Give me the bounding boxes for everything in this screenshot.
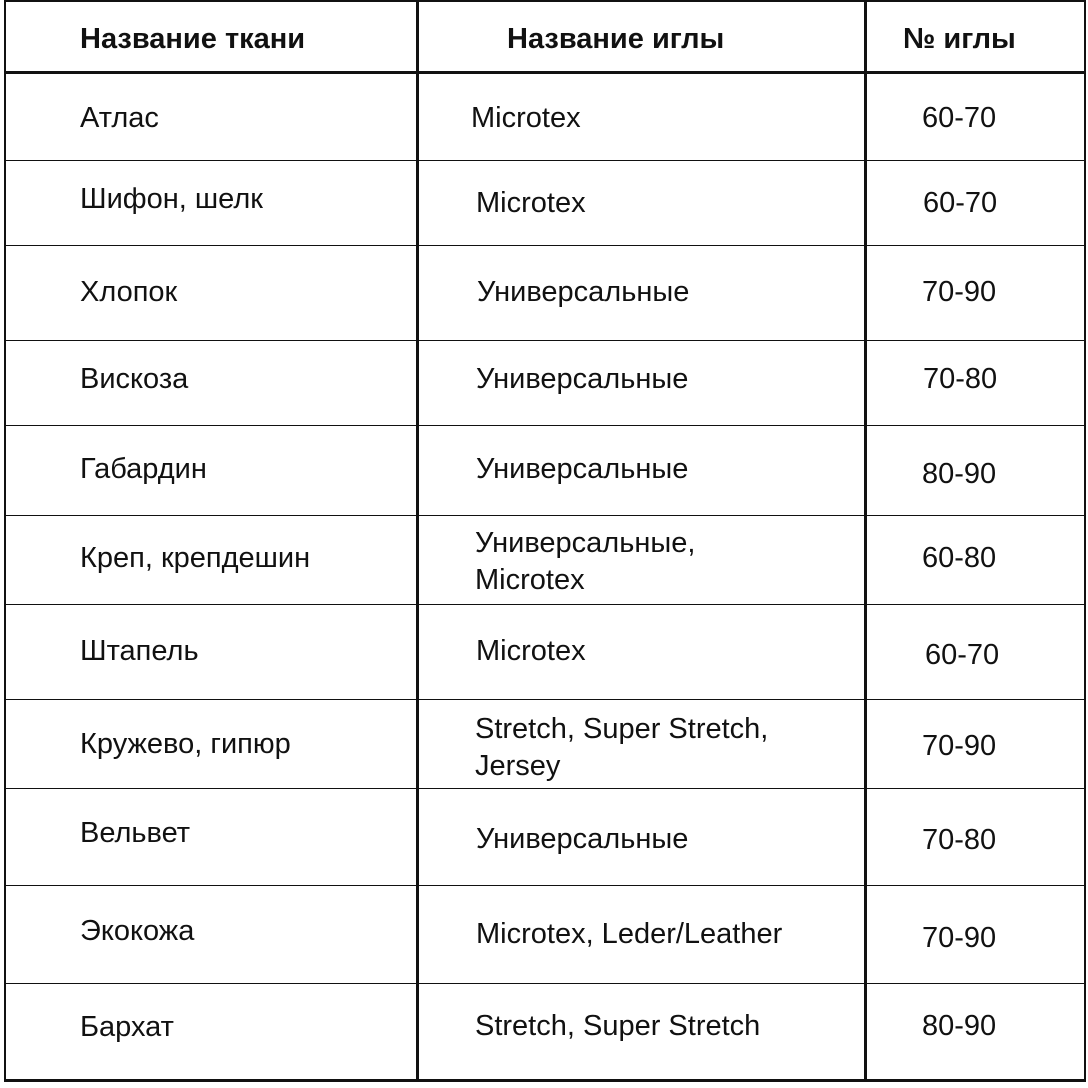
table-border-right	[1084, 0, 1086, 1082]
table-cell-needle: Stretch, Super Stretch,	[475, 713, 769, 745]
table-cell-fabric: Креп, крепдешин	[80, 542, 311, 574]
table-cell-fabric: Штапель	[80, 635, 199, 667]
table-border-bottom	[4, 1079, 1086, 1082]
table-cell-number: 60-70	[923, 187, 998, 219]
table-cell-needle: Универсальные	[476, 453, 689, 485]
row-divider-10	[4, 983, 1086, 984]
row-divider-4	[4, 425, 1086, 426]
row-divider-7	[4, 699, 1086, 700]
table-cell-needle: Универсальные	[477, 276, 690, 308]
header-needle-name: Название иглы	[507, 23, 725, 55]
table-cell-number: 70-80	[923, 363, 998, 395]
table-cell-fabric: Вискоза	[80, 363, 189, 395]
table-cell-fabric: Бархат	[80, 1011, 174, 1043]
table-cell-number: 80-90	[922, 1010, 997, 1042]
row-divider-5	[4, 515, 1086, 516]
table-cell-fabric: Вельвет	[80, 817, 191, 849]
table-header-divider	[4, 71, 1086, 74]
table-cell-number: 70-80	[922, 824, 997, 856]
table-cell-fabric: Экокожа	[80, 915, 195, 947]
table-cell-number: 60-80	[922, 542, 997, 574]
row-divider-8	[4, 788, 1086, 789]
table-border-top	[4, 0, 1086, 2]
table-border-left	[4, 0, 6, 1082]
table-cell-fabric: Габардин	[80, 453, 207, 485]
table-cell-needle-2: Microtex	[475, 564, 585, 596]
table-cell-needle: Stretch, Super Stretch	[475, 1010, 761, 1042]
table-cell-number: 70-90	[922, 730, 997, 762]
row-divider-1	[4, 160, 1086, 161]
table-cell-needle: Универсальные,	[475, 527, 696, 559]
table-cell-fabric: Кружево, гипюр	[80, 728, 291, 760]
table-cell-fabric: Атлас	[80, 102, 159, 134]
table-cell-number: 60-70	[925, 639, 1000, 671]
header-needle-number: № иглы	[903, 23, 1016, 55]
row-divider-3	[4, 340, 1086, 341]
table-cell-fabric: Шифон, шелк	[80, 183, 263, 215]
table-cell-number: 80-90	[922, 458, 997, 490]
table-cell-needle: Microtex	[476, 635, 586, 667]
table-cell-needle: Microtex	[476, 187, 586, 219]
table-cell-fabric: Хлопок	[80, 276, 178, 308]
table-cell-needle-2: Jersey	[475, 750, 561, 782]
table-cell-needle: Универсальные	[476, 823, 689, 855]
table-cell-number: 60-70	[922, 102, 997, 134]
row-divider-6	[4, 604, 1086, 605]
table-cell-number: 70-90	[922, 276, 997, 308]
table-cell-needle: Microtex	[471, 102, 581, 134]
table-divider-col-2	[864, 0, 867, 1082]
table-cell-needle: Универсальные	[476, 363, 689, 395]
table-cell-needle: Microtex, Leder/Leather	[476, 918, 783, 950]
row-divider-9	[4, 885, 1086, 886]
row-divider-2	[4, 245, 1086, 246]
table-divider-col-1	[416, 0, 419, 1082]
header-fabric-name: Название ткани	[80, 23, 306, 55]
table-cell-number: 70-90	[922, 922, 997, 954]
